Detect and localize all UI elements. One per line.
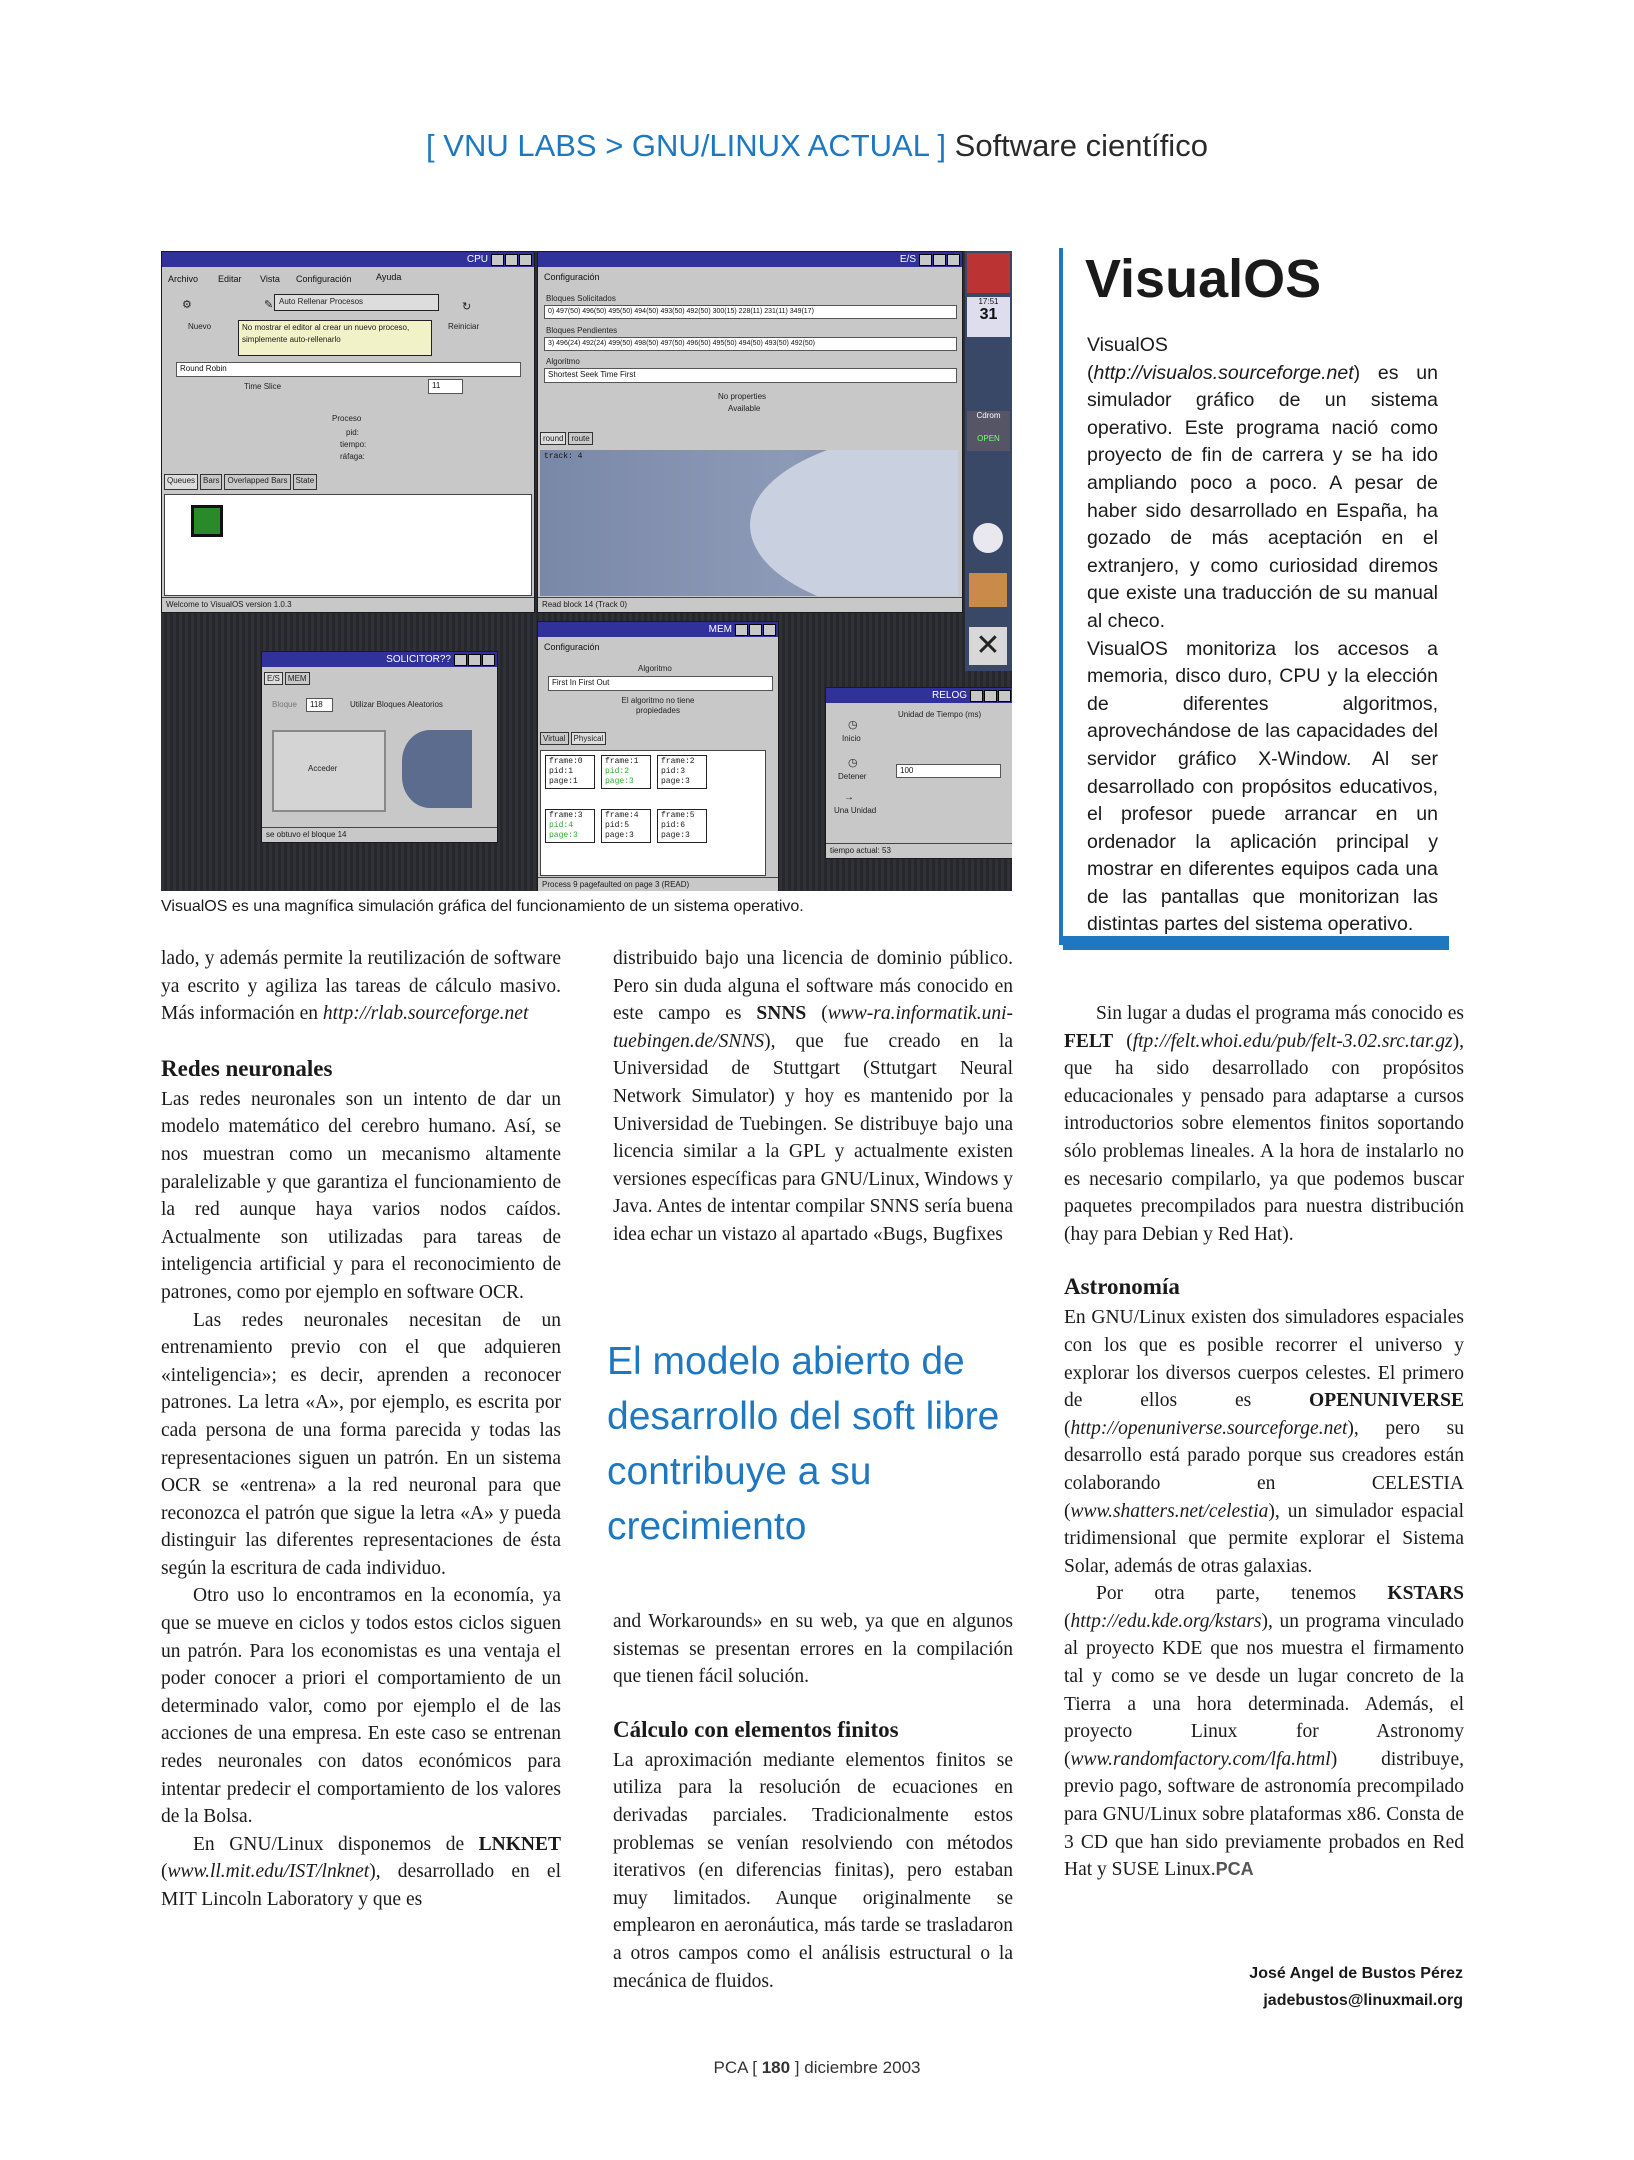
tab-physical[interactable]: Physical [571, 732, 607, 745]
queues-pane [164, 494, 532, 596]
algoritmo-label: Algoritmo [638, 664, 672, 673]
paragraph: La aproximación mediante elementos finitos se utiliza para la resolución de ecuaciones en derivadas parciales. Tradicionalmente estos problemas se venían resolviendo con métodos iterativos (en diferencias finitas), pero estaban muy limitados. Aunque originalmente se emplearon en aeronáutica, más tarde se trasladaron a otros campos como el análisis estructural o la mecánica de fluidos. [613, 1749, 1013, 1992]
acceder-button[interactable] [272, 730, 386, 812]
tiempo-label: tiempo: [340, 440, 367, 449]
solicitor-titlebar[interactable] [262, 652, 497, 667]
visualos-url[interactable]: http://visualos.sourceforge.net [1093, 361, 1354, 384]
clock-icon [967, 297, 1010, 337]
es-title: E/S [899, 254, 916, 265]
section-path: [ VNU LABS > GNU/LINUX ACTUAL ] [426, 128, 947, 163]
sidebar-bottom-bar [1063, 936, 1449, 950]
tab-round[interactable]: round [540, 432, 566, 445]
close-icon[interactable] [482, 654, 495, 666]
cpu-window[interactable] [161, 251, 535, 613]
paragraph: Sin lugar a dudas el programa más conocido es FELT (ftp://felt.whoi.edu/pub/felt-3.02.src.tar.gz), que ha sido desarrollado con propósitos educacionales y pensado para adaptarse a cursos introductorios sobre elementos finitos soportando sólo problemas lineales. A la hora de instalarlo no es necesario compilarlo, ya que podemos buscar paquetes precompilados para nuestra distribución (hay para Debian y Red Hat). [1064, 1003, 1464, 1245]
footer-date: diciembre 2003 [804, 2058, 921, 2077]
minimize-icon[interactable] [491, 254, 504, 266]
paragraph: En GNU/Linux existen dos simuladores espaciales con los que es posible recorrer el universo y explorar los diversos cuerpos celestes. El primero de ellos es OPENUNIVERSE (http://openuniverse.sourceforge.net), pero su desarrollo está parado porque sus creadores están colaborando en CELESTIA (www.shatters.net/celestia), un simulador espacial tridimensional que permite explorar el Sistema Solar, además de otras galaxias. [1064, 1307, 1464, 1577]
author-name: José Angel de Bustos Pérez [1249, 1965, 1463, 1982]
mem-status: Process 9 pagefaulted on page 3 (READ) [538, 877, 778, 891]
cdrom-open: OPEN [977, 434, 1000, 443]
algoritmo-label: Algoritmo [546, 357, 580, 366]
globe-icon[interactable] [973, 523, 1003, 553]
pid-label: pid: [346, 428, 359, 437]
time-slice-label: Time Slice [244, 382, 282, 391]
tab-queues[interactable]: Queues [164, 474, 198, 490]
time-slice-input[interactable]: 11 [428, 379, 463, 394]
maximize-icon[interactable] [933, 254, 946, 266]
clock-time: 17:51 [978, 297, 999, 306]
cpu-monitor-icon [967, 253, 1010, 293]
rlab-url[interactable]: http://rlab.sourceforge.net [322, 1003, 529, 1025]
cdrom-icon[interactable] [967, 411, 1010, 451]
close-icon[interactable] [947, 254, 960, 266]
step-icon: → [844, 792, 854, 803]
relog-title: RELOG [931, 690, 967, 701]
no-properties-label: El algoritmo no tiene propiedades [621, 696, 695, 715]
column-1 [161, 945, 561, 1914]
solicitor-window[interactable] [261, 651, 498, 843]
author-block [1060, 1960, 1463, 2014]
edit-icon: ✎ [264, 299, 274, 311]
mem-titlebar[interactable] [538, 622, 778, 637]
close-icon[interactable] [998, 690, 1011, 702]
cpu-title: CPU [466, 254, 488, 265]
close-icon[interactable] [519, 254, 532, 266]
minimize-icon[interactable] [970, 690, 983, 702]
close-icon[interactable] [763, 624, 776, 636]
algorithm-select[interactable]: Round Robin [176, 362, 521, 377]
props-label: No properties [718, 392, 767, 401]
proceso-label: Proceso [332, 414, 362, 423]
minimize-icon[interactable] [454, 654, 467, 666]
tab-overlapped-bars[interactable]: Overlapped Bars [224, 474, 290, 490]
cpu-tabs [164, 474, 317, 490]
algoritmo-select[interactable]: Shortest Seek Time First [544, 368, 957, 383]
menu-vista[interactable]: Vista [260, 274, 280, 284]
author-email[interactable]: jadebustos@linuxmail.org [1263, 1992, 1463, 2009]
visualos-screenshot [161, 251, 1012, 891]
page-number: 180 [761, 2058, 791, 2077]
tab-bars[interactable]: Bars [200, 474, 222, 490]
paragraph: and Workarounds» en su web, ya que en algunos sistemas se presentan errores en la compilación que tienen fácil solución. [613, 1611, 1013, 1688]
cdrom-label: Cdrom [976, 411, 1001, 420]
column-3 [1064, 1000, 1464, 1884]
solicitados-label: Bloques Solicitados [546, 294, 616, 303]
relog-titlebar[interactable] [826, 688, 1012, 703]
auto-fill-option[interactable]: Auto Rellenar Procesos [279, 297, 364, 306]
frame-cell: frame:1 pid:2 page:3 [601, 755, 651, 789]
reiniciar-button[interactable]: Reiniciar [448, 322, 480, 331]
bloque-label: Bloque [272, 700, 297, 709]
disk-platter [750, 450, 958, 596]
felt-url[interactable]: ftp://felt.whoi.edu/pub/felt-3.02.src.tar.gz [1132, 1030, 1453, 1052]
frame-cell: frame:0 pid:1 page:1 [545, 755, 595, 789]
frame-cell: frame:2 pid:3 page:3 [657, 755, 707, 789]
heading-redes-neuronales: Redes neuronales [161, 1055, 333, 1081]
maximize-icon[interactable] [749, 624, 762, 636]
page-footer: PCA [ 180 ] diciembre 2003 [713, 2058, 921, 2077]
gear-icon: ⚙ [182, 299, 192, 311]
minimize-icon[interactable] [919, 254, 932, 266]
x-icon[interactable]: ✕ [969, 627, 1007, 665]
rafaga-label: ráfaga: [340, 452, 365, 461]
random-checkbox[interactable]: Utilizar Bloques Aleatorios [350, 700, 443, 709]
es-titlebar[interactable] [538, 252, 962, 267]
footer-magazine: PCA [713, 2058, 748, 2077]
tab-route[interactable]: route [568, 432, 592, 445]
lnknet-url[interactable]: www.ll.mit.edu/IST/lnknet [167, 1861, 370, 1883]
relog-status: tiempo actual: 53 [826, 843, 1012, 858]
sidebar-paragraph-2: VisualOS monitoriza los accesos a memoria, disco duro, CPU y la elección de diferentes algoritmos, aprovechándose de las capacidades del servidor gráfico X-Window. Al ser desarrollado con propósitos educativos, el profesor puede arrancar en un ordenador la aplicación principal y mostrar en diferentes equipos cada una de las pantallas que monitorizan las distintas partes del sistema operativo. [1087, 637, 1438, 936]
pendientes-field: 3) 496(24) 492(24) 499(50) 498(50) 497(50) 496(50) 495(50) 494(50) 493(50) 492(50) [544, 337, 957, 351]
heading-astronomia: Astronomía [1064, 1274, 1180, 1300]
running-header [0, 128, 1634, 164]
maximize-icon[interactable] [505, 254, 518, 266]
kstars-url[interactable]: http://edu.kde.org/kstars [1070, 1610, 1262, 1632]
clock-icon: ◷ [848, 719, 858, 731]
maximize-icon[interactable] [468, 654, 481, 666]
tab-state[interactable]: State [293, 474, 318, 490]
available-label: Available [728, 404, 761, 413]
menu-configuracion[interactable]: Configuración [544, 272, 600, 282]
column-2-continued [613, 1608, 1013, 1995]
stop-icon: ◷ [848, 757, 858, 769]
unidad-input[interactable]: 100 [896, 764, 1001, 778]
algoritmo-select[interactable]: First In First Out [548, 676, 773, 691]
minimize-icon[interactable] [735, 624, 748, 636]
es-window[interactable] [537, 251, 963, 613]
window-maker-dock [965, 251, 1012, 671]
paragraph: distribuido bajo una licencia de dominio público. Pero sin duda alguna el software más conocido en este campo es SNNS (www-ra.informatik.uni-tuebingen.de/SNNS), que fue creado en la Universidad de Stuttgart (Sttutgart Neural Network Simulator) y hoy es mantenido por la Universidad de Tuebingen. Se distribuye bajo una licencia similar a la GPL y actualmente existen versiones específicas para GNU/Linux, Windows y Java. Antes de intentar compilar SNNS sería buena idea echar un vistazo al apartado «Bugs, Bugfixes [613, 948, 1013, 1245]
paragraph: Por otra parte, tenemos KSTARS (http://edu.kde.org/kstars), un programa vinculado al proyecto KDE que nos muestra el firmamento tal y como se ve desde un lugar concreto de la Tierra a una hora determinada. Además, el proyecto Linux for Astronomy (www.randomfactory.com/lfa.html) distribuye, previo pago, software de astronomía precompilado para GNU/Linux sobre plataformas x86. Consta de 3 CD que han sido previamente probados en Red Hat y SUSE Linux.PCA [1064, 1583, 1464, 1881]
solicitados-field: 0) 497(50) 496(50) 495(50) 494(50) 493(50) 492(50) 300(15) 228(11) 231(11) 349(17) [544, 305, 957, 319]
paragraph: En GNU/Linux disponemos de LNKNET (www.ll.mit.edu/IST/lnknet), desarrollado en el MIT Lincoln Laboratory y que es [161, 1833, 562, 1910]
solicitor-status: se obtuvo el bloque 14 [262, 827, 497, 842]
paragraph: lado, y además permite la reutilización de software ya escrito y agiliza las tareas de cálculo masivo. Más información en http://rlab.sourceforge.net [161, 948, 561, 1025]
pendientes-label: Bloques Pendientes [546, 326, 618, 335]
es-status: Read block 14 (Track 0) [538, 597, 962, 612]
frame-cell: frame:4 pid:5 page:3 [601, 809, 651, 843]
tooltip: No mostrar el editor al crear un nuevo proceso, simplemente auto-rellenarlo [238, 320, 432, 356]
openuniverse-url[interactable]: http://openuniverse.sourceforge.net [1070, 1417, 1348, 1439]
paragraph: Las redes neuronales necesitan de un entrenamiento previo con el que adquieren «inteligencia»; es decir, aprenden a reconocer patrones. La letra «A», por ejemplo, es escrita por cada persona de una forma parecida y todas las representaciones siguen un patrón. En un sistema OCR se «entrena» a la red neuronal para que reconozca el patrón que sigue la letra «A» y pueda distinguir las diferentes representaciones de ésta según la escritura de cada individuo. [161, 1309, 561, 1579]
solicitor-tabs [264, 672, 310, 685]
menu-archivo[interactable]: Archivo [168, 274, 199, 284]
menu-editar[interactable]: Editar [218, 274, 242, 284]
pull-quote: El modelo abierto de desarrollo del soft libre contribuye a su crecimiento [607, 1340, 1000, 1548]
dropdown-item[interactable] [274, 294, 439, 311]
frame-cell: frame:5 pid:6 page:3 [657, 809, 707, 843]
calendar-day: 31 [979, 306, 998, 323]
figure-caption: VisualOS es una magnífica simulación gráfica del funcionamiento de un sistema operativo. [161, 898, 804, 915]
heading-calculo: Cálculo con elementos finitos [613, 1716, 899, 1742]
sidebar-body: VisualOS (http://visualos.sourceforge.net) es un simulador gráfico de un sistema operativo. Este programa nació como proyecto de fin de carrera y se ha ido ampliando poco a poco. A pesar de haber sido desarrollado en España, ha gozado de más aceptación en el extranjero, y como curiosidad diremos que existe una traducción de su manual al checo. VisualOS monitoriza los accesos a memoria, disco duro, CPU y la elección de diferentes algoritmos, aprovechándose de las capacidades del servidor gráfico X-Window. Al ser desarrollado con propósitos educativos, el profesor puede arrancar en un ordenador la aplicación principal y mostrar en diferentes equipos cada una de las pantallas que monitorizan las distintas partes del sistema operativo. [1087, 334, 1438, 936]
tab-mem[interactable]: MEM [285, 672, 310, 685]
solicitor-title: SOLICITOR?? [386, 654, 451, 665]
lfa-url[interactable]: www.randomfactory.com/lfa.html [1070, 1748, 1331, 1770]
inicio-button[interactable]: Inicio [842, 734, 861, 743]
visualos-sidebar [1059, 248, 1449, 945]
process-chip-icon [191, 505, 223, 537]
relog-window[interactable] [825, 687, 1012, 859]
pca-endmark: PCA [1215, 1859, 1254, 1880]
mem-window[interactable] [537, 621, 779, 891]
una-unidad-button[interactable]: Una Unidad [834, 806, 877, 815]
paragraph: Otro uso lo encontramos en la economía, ya que se mueve en ciclos y todos estos ciclos siguen un patrón. Para los economistas es una ventaja el poder conocer a priori el comportamiento de un determinado valor, como por ejemplo el de las acciones de una empresa. En este caso se entrenan redes neuronales con datos económicos para intentar predecir el comportamiento de los valores de la Bolsa. [161, 1585, 561, 1828]
mem-tabs [540, 732, 606, 745]
sidebar-title: VisualOS [1085, 249, 1322, 309]
unidad-label: Unidad de Tiempo (ms) [898, 710, 982, 719]
mem-title: MEM [708, 624, 732, 635]
menu-configuracion[interactable]: Configuración [296, 274, 352, 284]
menu-configuracion[interactable]: Configuración [544, 642, 600, 652]
section-topic: Software científico [954, 128, 1208, 163]
acceder-label: Acceder [308, 764, 338, 773]
column-2 [613, 945, 1013, 1249]
refresh-icon: ↻ [462, 301, 472, 313]
disk-arc [402, 730, 472, 808]
nuevo-button[interactable]: Nuevo [188, 322, 212, 331]
frame-cell: frame:3 pid:4 page:3 [545, 809, 595, 843]
bloque-input[interactable]: 118 [306, 698, 333, 712]
folder-icon[interactable] [969, 573, 1007, 607]
snns-url[interactable]: www-ra.informatik.uni-tuebingen.de/SNNS [613, 1003, 1013, 1052]
frames-pane [540, 750, 766, 876]
es-tabs [540, 432, 593, 445]
disk-visual [540, 450, 958, 596]
tab-es[interactable]: E/S [264, 672, 283, 685]
detener-button[interactable]: Detener [838, 772, 867, 781]
cpu-status: Welcome to VisualOS version 1.0.3 [162, 597, 534, 612]
celestia-url[interactable]: www.shatters.net/celestia [1070, 1500, 1269, 1522]
cpu-titlebar[interactable] [162, 252, 534, 267]
menu-ayuda[interactable]: Ayuda [376, 272, 402, 282]
paragraph: Las redes neuronales son un intento de dar un modelo matemático del cerebro humano. Así, se nos muestran como un mecanismo altamente paralelizable y que garantiza el funcionamiento de la red aunque haya varios nodos caídos. Actualmente son utilizadas para tareas de inteligencia artificial y para el reconocimiento de patrones, como por ejemplo en software OCR. [161, 1088, 561, 1303]
maximize-icon[interactable] [984, 690, 997, 702]
track-label: track: 4 [544, 452, 583, 461]
tab-virtual[interactable]: Virtual [540, 732, 569, 745]
